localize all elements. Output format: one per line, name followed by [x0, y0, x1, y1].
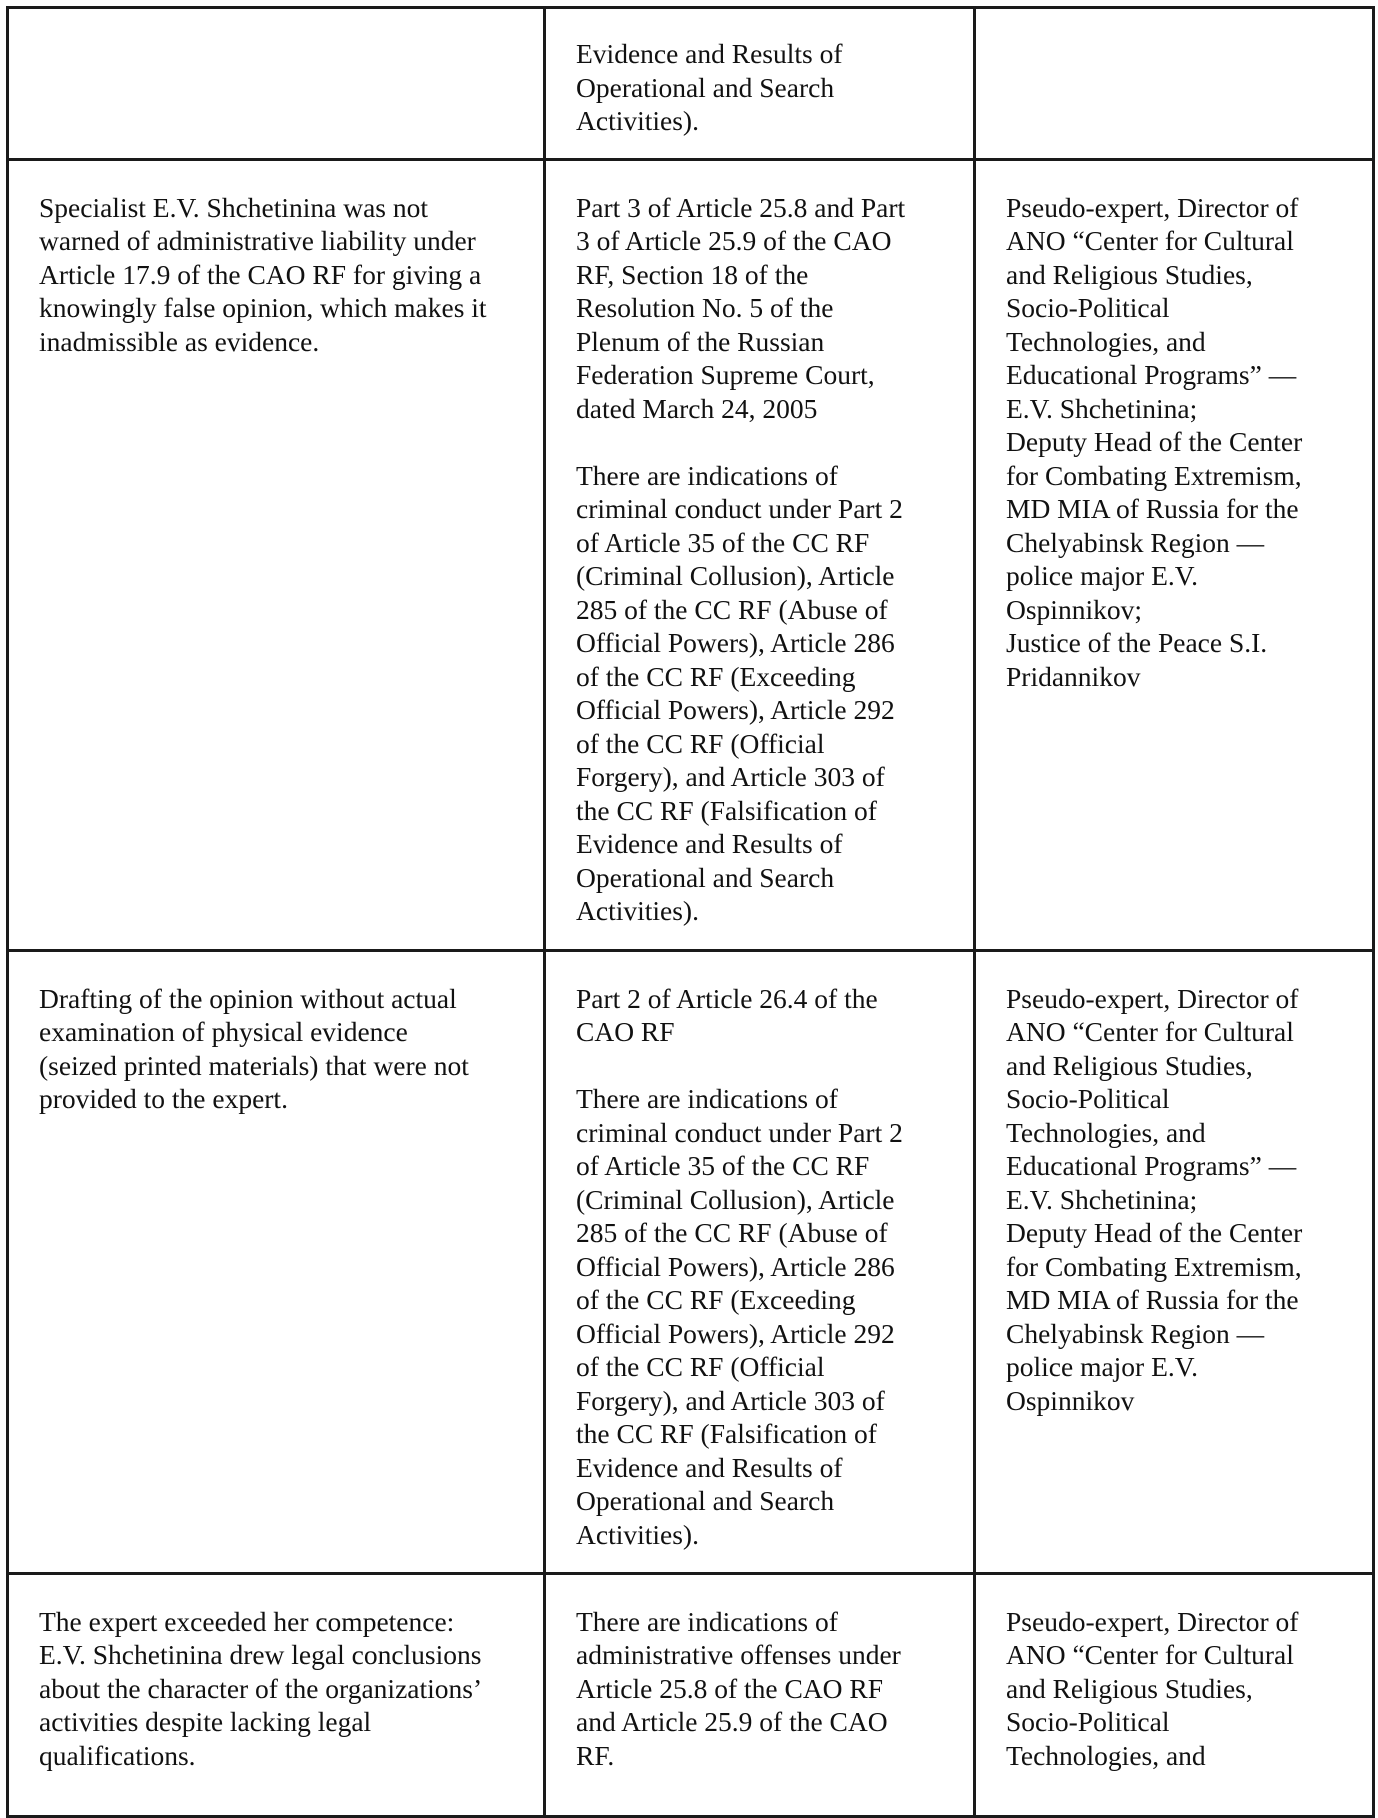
- responsible-persons-cell: [975, 1573, 1374, 1816]
- table-row: [8, 1573, 1374, 1816]
- violation-cell: [8, 1573, 545, 1816]
- cell-paragraph: There are indications of criminal conduct under Part 2 of Article 35 of the CC RF (Criminal Collusion), Article 285 of the CC RF (Abuse of Official Powers), Article 286 of the CC RF (Exceeding Official Powers), Article 292 of the CC RF (Official Forgery), and Article 303 of the CC RF (Falsification of Evidence and Results of Operational and Search Activities).: [576, 1083, 903, 1550]
- cell-paragraph: Drafting of the opinion without actual examination of physical evidence (seized printed materials) that were not provided to the expert.: [39, 982, 469, 1114]
- legal-violations-table: [6, 6, 1375, 1818]
- legal-basis-cell: [545, 1573, 975, 1816]
- legal-basis-cell: [545, 159, 975, 950]
- violation-cell: [8, 8, 545, 160]
- cell-paragraph: Specialist E.V. Shchetinina was not warned of administrative liability under Article 17.9 of the CAO RF for giving a knowingly false opinion, which makes it inadmissible as evidence.: [39, 191, 487, 357]
- cell-paragraph: Part 2 of Article 26.4 of the CAO RF: [576, 982, 878, 1047]
- cell-paragraph: The expert exceeded her competence: E.V. Shchetinina drew legal conclusions about the character of the organizations’ activities despite lacking legal qualifications.: [39, 1605, 483, 1771]
- legal-basis-cell: [545, 950, 975, 1573]
- legal-basis-cell: [545, 8, 975, 160]
- cell-paragraph: Pseudo-expert, Director of ANO “Center for Cultural and Religious Studies, Socio-Political Technologies, and Educational Programs” — E.V. Shchetinina; Deputy Head of the Center for Combating Extremism, MD MIA of Russia for the Chelyabinsk Region — police major E.V. Ospinnikov: [1006, 982, 1303, 1416]
- cell-paragraph: Pseudo-expert, Director of ANO “Center for Cultural and Religious Studies, Socio-Political Technologies, and: [1006, 1605, 1299, 1771]
- responsible-persons-cell: [975, 950, 1374, 1573]
- table-row: [8, 159, 1374, 950]
- cell-paragraph: Evidence and Results of Operational and Search Activities).: [576, 38, 843, 136]
- violation-cell: [8, 159, 545, 950]
- cell-paragraph: Part 3 of Article 25.8 and Part 3 of Article 25.9 of the CAO RF, Section 18 of the Resolution No. 5 of the Plenum of the Russian Federation Supreme Court, dated March 24, 2005: [576, 191, 906, 424]
- table-row: [8, 8, 1374, 160]
- cell-paragraph: Pseudo-expert, Director of ANO “Center for Cultural and Religious Studies, Socio-Political Technologies, and Educational Programs” — E.V. Shchetinina; Deputy Head of the Center for Combating Extremism, MD MIA of Russia for the Chelyabinsk Region — police major E.V. Ospinnikov; Justice of the Peace S.I. Pridannikov: [1006, 191, 1303, 692]
- violation-cell: [8, 950, 545, 1573]
- cell-paragraph: There are indications of criminal conduct under Part 2 of Article 35 of the CC RF (Criminal Collusion), Article 285 of the CC RF (Abuse of Official Powers), Article 286 of the CC RF (Exceeding Official Powers), Article 292 of the CC RF (Official Forgery), and Article 303 of the CC RF (Falsification of Evidence and Results of Operational and Search Activities).: [576, 459, 903, 926]
- responsible-persons-cell: [975, 159, 1374, 950]
- responsible-persons-cell: [975, 8, 1374, 160]
- cell-paragraph: There are indications of administrative offenses under Article 25.8 of the CAO RF and Article 25.9 of the CAO RF.: [576, 1605, 901, 1771]
- table-row: [8, 950, 1374, 1573]
